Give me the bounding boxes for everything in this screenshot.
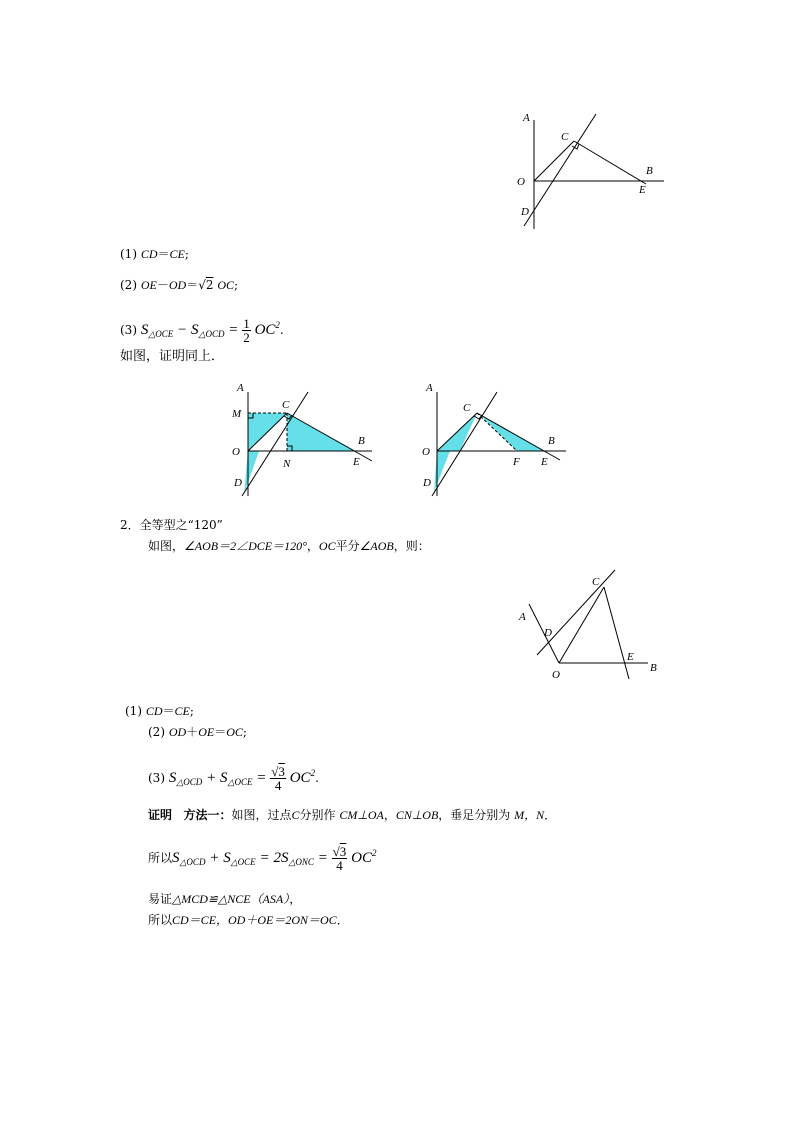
fig3-label-b: B	[548, 435, 555, 447]
fig1-label-d: D	[521, 206, 529, 218]
fig2-label-n: N	[283, 458, 291, 470]
fig3-label-f: F	[513, 456, 520, 468]
fig3-label-c: C	[463, 402, 471, 414]
fig1-label-c: C	[561, 131, 569, 143]
fig4-label-e: E	[627, 651, 634, 663]
fig2-label-o: O	[232, 446, 240, 458]
fig1-label-o: O	[517, 176, 525, 188]
p2-item2: (2) OD＋OE＝OC;	[148, 725, 247, 739]
p2-easy-line: 易证△MCD≌△NCE（ASA），	[148, 892, 302, 906]
p1-item2: (2) OE－OD＝√2 OC;	[120, 278, 239, 292]
p2-item3: (3) $S_{\triangle OCD} + S_{\triangle OCE}$ = $\frac{√3}{4}$ $OC^2$.	[148, 764, 319, 793]
fig2-label-a: A	[237, 382, 244, 394]
p1-note: 如图，证明同上．	[120, 349, 225, 364]
p1-item3: (3) $S_{\triangle OCE} - S_{\triangle OCD}$ = $\frac{1}{2}$ $OC^2$.	[120, 316, 284, 345]
section2-heading: 2．全等型之“120”	[120, 518, 223, 532]
p2-item1: (1) CD＝CE;	[125, 704, 194, 718]
p2-final-line: 所以CD＝CE，OD＋OE＝2ON＝OC．	[148, 913, 349, 927]
fig2-label-c: C	[282, 399, 290, 411]
fig1-label-a: A	[523, 112, 530, 124]
fig4-label-b: B	[650, 662, 657, 674]
p1-item1: (1) CD＝CE;	[120, 247, 189, 261]
fig4-label-c: C	[592, 576, 600, 588]
section2-intro: 如图，∠AOB＝2∠DCE＝120°，OC平分∠AOB，则：	[148, 539, 430, 553]
fig2-label-b: B	[358, 435, 365, 447]
fig3-label-a: A	[426, 382, 433, 394]
fig4-label-o: O	[552, 669, 560, 681]
fig4-label-d: D	[544, 627, 552, 639]
fig2-label-d: D	[234, 477, 242, 489]
fig3-label-o: O	[422, 446, 430, 458]
fig3-label-d: D	[423, 477, 431, 489]
fig2-label-e: E	[353, 456, 360, 468]
fig2-label-m: M	[232, 408, 242, 420]
p2-so-line: 所以$S_{\triangle OCD} + S_{\triangle OCE} = 2S_{\triangle ONC}$ = $\frac{√3}{4}$ $OC^2$	[148, 844, 377, 873]
fig1-label-b: B	[646, 165, 653, 177]
fig1-label-e: E	[639, 184, 646, 196]
p2-proof-line: 证明 方法一：如图，过点C分别作 CM⊥OA，CN⊥OB，垂足分别为 M，N．	[148, 808, 557, 822]
fig4-label-a: A	[519, 611, 526, 623]
fig3-label-e: E	[541, 456, 548, 468]
